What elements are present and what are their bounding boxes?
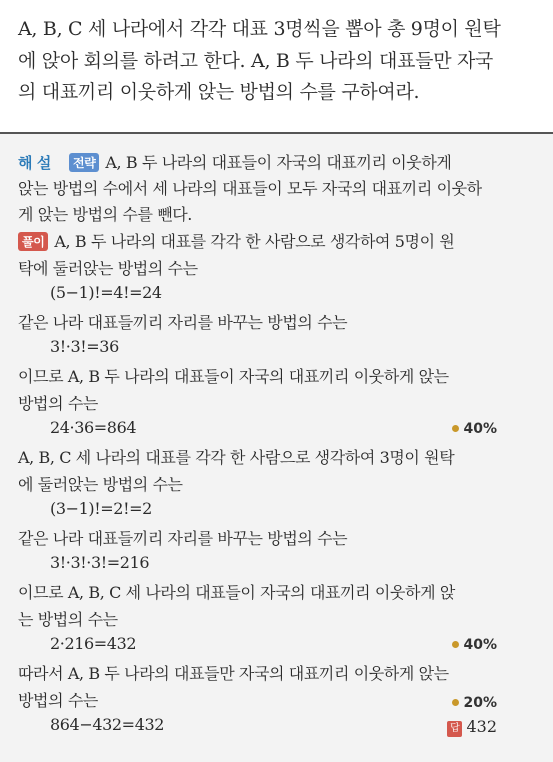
equation-line: (5−1)!=4!=24 xyxy=(50,283,162,302)
score-badge: 40% xyxy=(452,421,497,437)
bullet-icon xyxy=(452,641,459,648)
problem-text xyxy=(18,14,538,109)
problem-line: 의 대표끼리 이웃하게 앉는 방법의 수를 구하여라. xyxy=(18,81,420,103)
equation-line: 864−432=432 xyxy=(50,715,165,734)
equation-line: 3!·3!·3!=216 xyxy=(50,553,150,572)
solution-text: A, B 두 나라의 대표들이 자국의 대표끼리 이웃하게 xyxy=(105,153,452,172)
strategy-tag: 전략 xyxy=(69,153,99,172)
solution-line: 는 방법의 수는 xyxy=(18,610,118,629)
problem-line: A, B, C 세 나라에서 각각 대표 3명씩을 뽑아 총 9명이 원탁 xyxy=(18,18,501,40)
bullet-icon xyxy=(452,425,459,432)
solution-line: 같은 나라 대표들끼리 자리를 바꾸는 방법의 수는 xyxy=(18,313,348,332)
bullet-icon xyxy=(452,699,459,706)
problem-line: 에 앉아 회의를 하려고 한다. A, B 두 나라의 대표들만 자국 xyxy=(18,49,494,72)
answer-icon: 답 xyxy=(447,721,462,737)
solution-line: 따라서 A, B 두 나라의 대표들만 자국의 대표끼리 이웃하게 앉는 xyxy=(18,664,449,683)
solution-text: A, B 두 나라의 대표를 각각 한 사람으로 생각하여 5명이 원 xyxy=(54,232,455,251)
equation-line: 3!·3!=36 xyxy=(50,337,119,356)
solution-line: 앉는 방법의 수에서 세 나라의 대표들이 모두 자국의 대표끼리 이웃하 xyxy=(18,179,482,198)
score-badge: 20% xyxy=(452,695,497,711)
score-badge: 40% xyxy=(452,637,497,653)
answer-value: 432 xyxy=(466,717,497,736)
solution-line xyxy=(18,229,454,252)
answer xyxy=(447,717,497,737)
equation-line: 24·36=864 xyxy=(50,418,137,437)
equation-line: 2·216=432 xyxy=(50,634,137,653)
solution-line: 에 둘러앉는 방법의 수는 xyxy=(18,475,183,494)
solution-line: 게 앉는 방법의 수를 뺀다. xyxy=(18,205,192,224)
solution-line: 이므로 A, B, C 세 나라의 대표들이 자국의 대표끼리 이웃하게 앉 xyxy=(18,583,455,602)
solution-line: A, B, C 세 나라의 대표를 각각 한 사람으로 생각하여 3명이 원탁 xyxy=(18,448,455,467)
solution-line: 방법의 수는 xyxy=(18,394,98,413)
solution-heading: 해 설 xyxy=(18,154,52,172)
solution-line: 방법의 수는 xyxy=(18,691,98,710)
solution-line: 이므로 A, B 두 나라의 대표들이 자국의 대표끼리 이웃하게 앉는 xyxy=(18,367,449,386)
solution-line: 탁에 둘러앉는 방법의 수는 xyxy=(18,259,198,278)
equation-line: (3−1)!=2!=2 xyxy=(50,499,152,518)
solve-tag: 풀이 xyxy=(18,232,48,251)
solution-line: 같은 나라 대표들끼리 자리를 바꾸는 방법의 수는 xyxy=(18,529,348,548)
solution-line xyxy=(18,150,451,173)
